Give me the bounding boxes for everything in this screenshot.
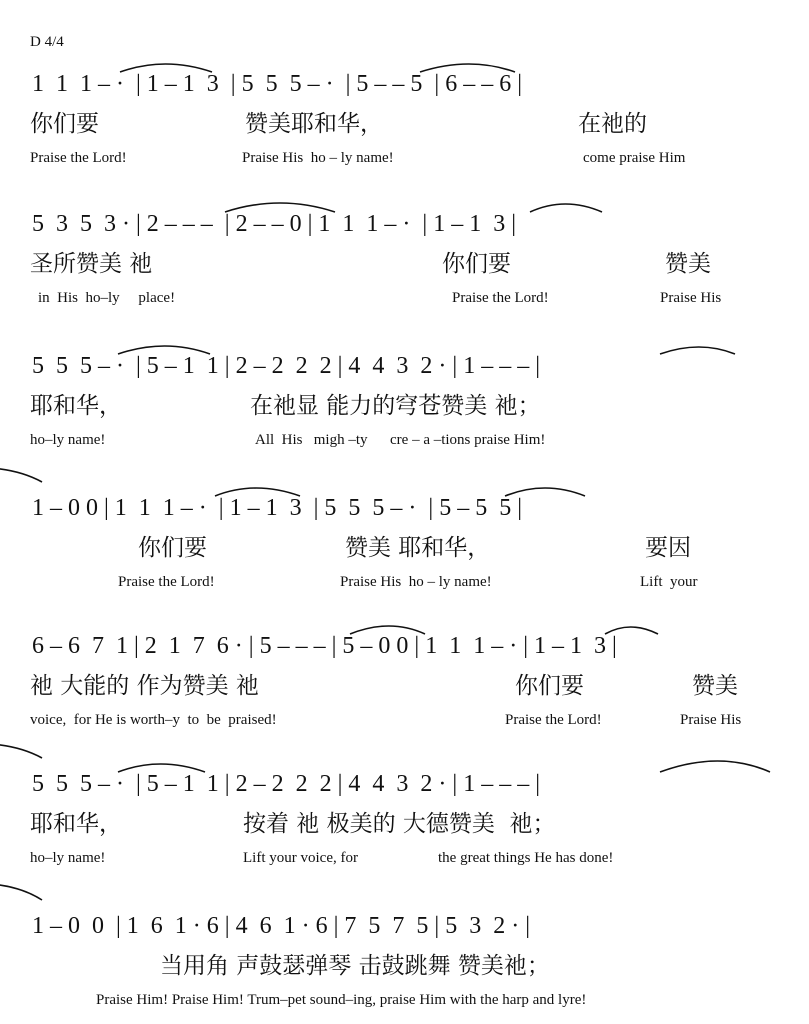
english-lyric: Praise His ho – ly name! [242,150,394,166]
english-lyric: Lift your [640,574,698,590]
english-lyric: Praise His ho – ly name! [340,574,492,590]
chinese-lyric: 耶和华， [30,393,122,419]
english-lyric: Praise His [680,712,742,728]
jianpu-notes: 6 – 6 7 1 | 2 1 7 6 · | 5 – – – | 5 – 0 0 | 1 1 1 – · | 1 – 1 3 | [32,633,617,659]
english-lyric: Praise the Lord! [118,574,215,590]
chinese-lyric: 赞美 耶和华， [345,535,491,561]
chinese-lyric: 在祂显 能力的穹苍赞美 祂； [250,393,541,419]
chinese-lyric: 按着 祂 极美的 大德赞美 祂； [243,811,556,837]
jianpu-notes: 5 5 5 – · | 5 – 1 1 | 2 – 2 2 2 | 4 4 3 2 · | 1 – – – | [32,353,541,379]
english-lyric: ho–ly name! [30,850,106,866]
chinese-lyric: 你们要 [442,251,511,277]
english-lyric: All His migh –ty cre – a –tions praise Him! [255,432,546,448]
english-lyric: in His ho–ly place! [38,290,176,306]
jianpu-notes: 1 – 0 0 | 1 1 1 – · | 1 – 1 3 | 5 5 5 – · | 5 – 5 5 | [32,495,523,521]
english-lyric: ho–ly name! [30,432,106,448]
chinese-lyric: 要因 [645,535,691,561]
english-lyric: Lift your voice, for [243,850,358,866]
english-lyric: come praise Him [583,150,686,166]
chinese-lyric: 在祂的 [578,111,647,137]
english-lyric: Praise the Lord! [452,290,549,306]
chinese-lyric: 祂 大能的 作为赞美 祂 [30,673,259,699]
english-lyric: voice, for He is worth–y to be praised! [30,712,277,728]
chinese-lyric: 当用角 声鼓瑟弹琴 击鼓跳舞 赞美祂； [160,953,550,979]
english-lyric: Praise the Lord! [30,150,127,166]
english-lyric: Praise Him! Praise Him! Trum–pet sound–ing, praise Him with the harp and lyre! [96,992,587,1008]
chinese-lyric: 耶和华， [30,811,122,837]
chinese-lyric: 赞美 [665,251,711,277]
chinese-lyric: 你们要 [30,111,99,137]
chinese-lyric: 你们要 [515,673,584,699]
english-lyric: the great things He has done! [438,850,614,866]
jianpu-notes: 5 5 5 – · | 5 – 1 1 | 2 – 2 2 2 | 4 4 3 2 · | 1 – – – | [32,771,541,797]
chinese-lyric: 赞美 [692,673,738,699]
english-lyric: Praise the Lord! [505,712,602,728]
key-signature: D 4/4 [30,34,64,50]
chinese-lyric: 圣所赞美 祂 [30,251,153,277]
chinese-lyric: 你们要 [138,535,207,561]
english-lyric: Praise His [660,290,722,306]
jianpu-notes: 1 1 1 – · | 1 – 1 3 | 5 5 5 – · | 5 – – 5 | 6 – – 6 | [32,71,523,97]
jianpu-notes: 1 – 0 0 | 1 6 1 · 6 | 4 6 1 · 6 | 7 5 7 5 | 5 3 2 · | [32,913,530,939]
chinese-lyric: 赞美耶和华， [245,111,383,137]
jianpu-notes: 5 3 5 3 · | 2 – – – | 2 – – 0 | 1 1 1 – · | 1 – 1 3 | [32,211,517,237]
